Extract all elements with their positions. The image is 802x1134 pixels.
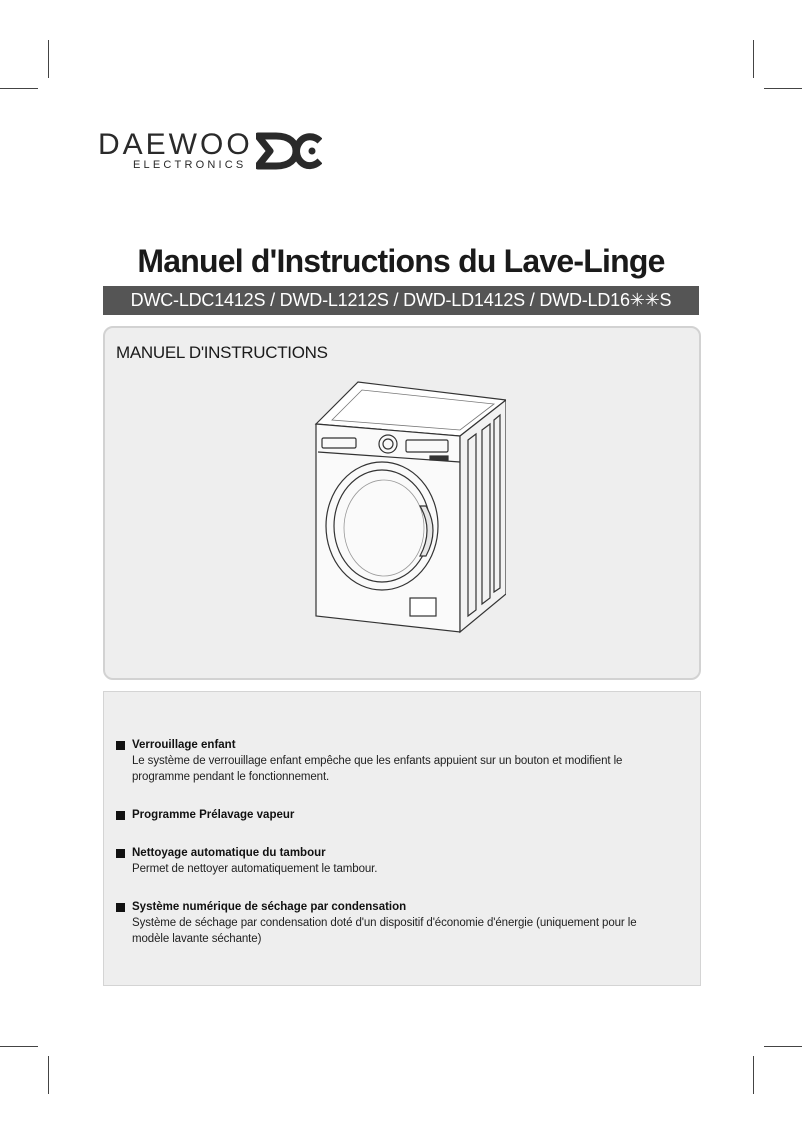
manual-label: MANUEL D'INSTRUCTIONS	[116, 343, 328, 362]
crop-mark	[48, 40, 49, 78]
crop-mark	[753, 40, 754, 78]
feature-title: Système numérique de séchage par condensation	[132, 901, 407, 913]
feature-description: Le système de verrouillage enfant empêche que les enfants appuient sur un bouton et modifient le programme pendant le fonctionnement.	[132, 755, 623, 783]
bullet-square-icon	[116, 741, 125, 750]
crop-mark	[48, 1056, 49, 1094]
list-item	[116, 738, 676, 785]
feature-title: Nettoyage automatique du tambour	[132, 847, 326, 859]
feature-title: Verrouillage enfant	[132, 739, 236, 751]
list-item	[116, 900, 676, 947]
page-title: Manuel d'Instructions du Lave-Linge	[137, 243, 665, 279]
crop-mark	[0, 1046, 38, 1047]
list-item	[116, 846, 676, 877]
crop-mark	[0, 88, 38, 89]
washing-machine-illustration	[310, 380, 506, 638]
model-list-bar: DWC-LDC1412S / DWD-L1212S / DWD-LD1412S / DWD-LD16✳✳S	[103, 286, 699, 315]
brand-subtitle: ELECTRONICS	[133, 159, 247, 171]
crop-mark	[764, 1046, 802, 1047]
crop-mark	[753, 1056, 754, 1094]
brand-logo	[98, 128, 328, 176]
list-item	[116, 808, 676, 823]
bullet-square-icon	[116, 903, 125, 912]
daewoo-mark-icon	[256, 131, 322, 171]
feature-description: Permet de nettoyer automatiquement le tambour.	[132, 863, 378, 875]
crop-mark	[764, 88, 802, 89]
feature-title: Programme Prélavage vapeur	[132, 809, 295, 821]
brand-name: DAEWOO	[98, 128, 253, 161]
illustration-panel	[103, 326, 701, 680]
feature-description: Système de séchage par condensation doté d'un dispositif d'économie d'énergie (uniquement pour le modèle lavante séchante)	[132, 917, 637, 945]
bullet-square-icon	[116, 849, 125, 858]
feature-list	[116, 738, 676, 970]
bullet-square-icon	[116, 811, 125, 820]
features-panel	[103, 691, 701, 986]
